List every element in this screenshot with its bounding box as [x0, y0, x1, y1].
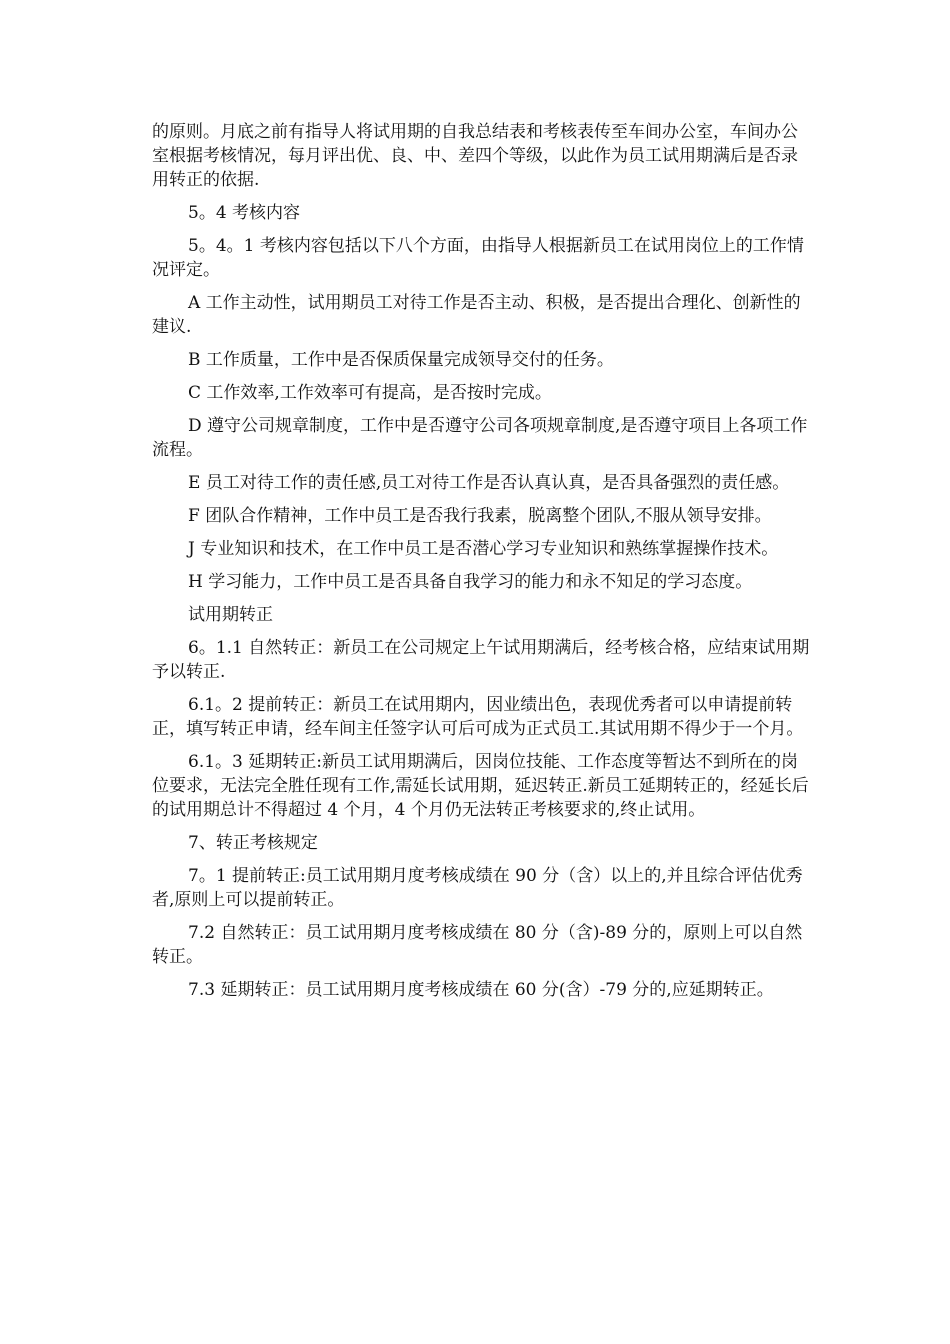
- paragraph-7-3: 7.3 延期转正：员工试用期月度考核成绩在 60 分(含）-79 分的,应延期转正。: [188, 980, 774, 1000]
- section-heading-5-4: 5。4 考核内容: [188, 203, 301, 223]
- section-heading-7: 7、转正考核规定: [188, 833, 318, 853]
- item-f: F 团队合作精神，工作中员工是否我行我素，脱离整个团队,不服从领导安排。: [188, 506, 772, 526]
- paragraph-6-1-2: 6.1。2 提前转正：新员工在试用期内，因业绩出色，表现优秀者可以申请提前转正，填写转正申请，经车间主任签字认可后可成为正式员工.其试用期不得少于一个月。: [152, 695, 804, 739]
- document-page: [152, 120, 812, 1011]
- item-c: C 工作效率,工作效率可有提高，是否按时完成。: [188, 383, 552, 403]
- item-d: D 遵守公司规章制度，工作中是否遵守公司各项规章制度,是否遵守项目上各项工作流程。: [152, 416, 808, 460]
- paragraph-5-4-1: 5。4。1 考核内容包括以下八个方面，由指导人根据新员工在试用岗位上的工作情况评定。: [152, 236, 804, 280]
- paragraph-continuation: 的原则。月底之前有指导人将试用期的自我总结表和考核表传至车间办公室，车间办公室根据考核情况，每月评出优、良、中、差四个等级，以此作为员工试用期满后是否录用转正的依据.: [152, 122, 798, 190]
- paragraph-7-1: 7。1 提前转正:员工试用期月度考核成绩在 90 分（含）以上的,并且综合评估优秀者,原则上可以提前转正。: [152, 866, 803, 910]
- item-h: H 学习能力，工作中员工是否具备自我学习的能力和永不知足的学习态度。: [188, 572, 753, 592]
- paragraph-7-2: 7.2 自然转正：员工试用期月度考核成绩在 80 分（含)-89 分的，原则上可以自然转正。: [152, 923, 803, 967]
- paragraph-6-1-3: 6.1。3 延期转正:新员工试用期满后，因岗位技能、工作态度等暂达不到所在的岗位要求，无法完全胜任现有工作,需延长试用期，延迟转正.新员工延期转正的，经延长后的试用期总计不得超过 4 个月，4 个月仍无法转正考核要求的,终止试用。: [152, 752, 809, 820]
- item-a: A 工作主动性，试用期员工对待工作是否主动、积极，是否提出合理化、创新性的建议.: [152, 293, 801, 337]
- section-heading-probation: 试用期转正: [188, 605, 273, 625]
- item-b: B 工作质量，工作中是否保质保量完成领导交付的任务。: [188, 350, 614, 370]
- item-e: E 员工对待工作的责任感,员工对待工作是否认真认真，是否具备强烈的责任感。: [188, 473, 790, 493]
- paragraph-6-1-1: 6。1.1 自然转正：新员工在公司规定上午试用期满后，经考核合格，应结束试用期予以转正.: [152, 638, 810, 682]
- item-j: J 专业知识和技术，在工作中员工是否潜心学习专业知识和熟练掌握操作技术。: [188, 539, 779, 559]
